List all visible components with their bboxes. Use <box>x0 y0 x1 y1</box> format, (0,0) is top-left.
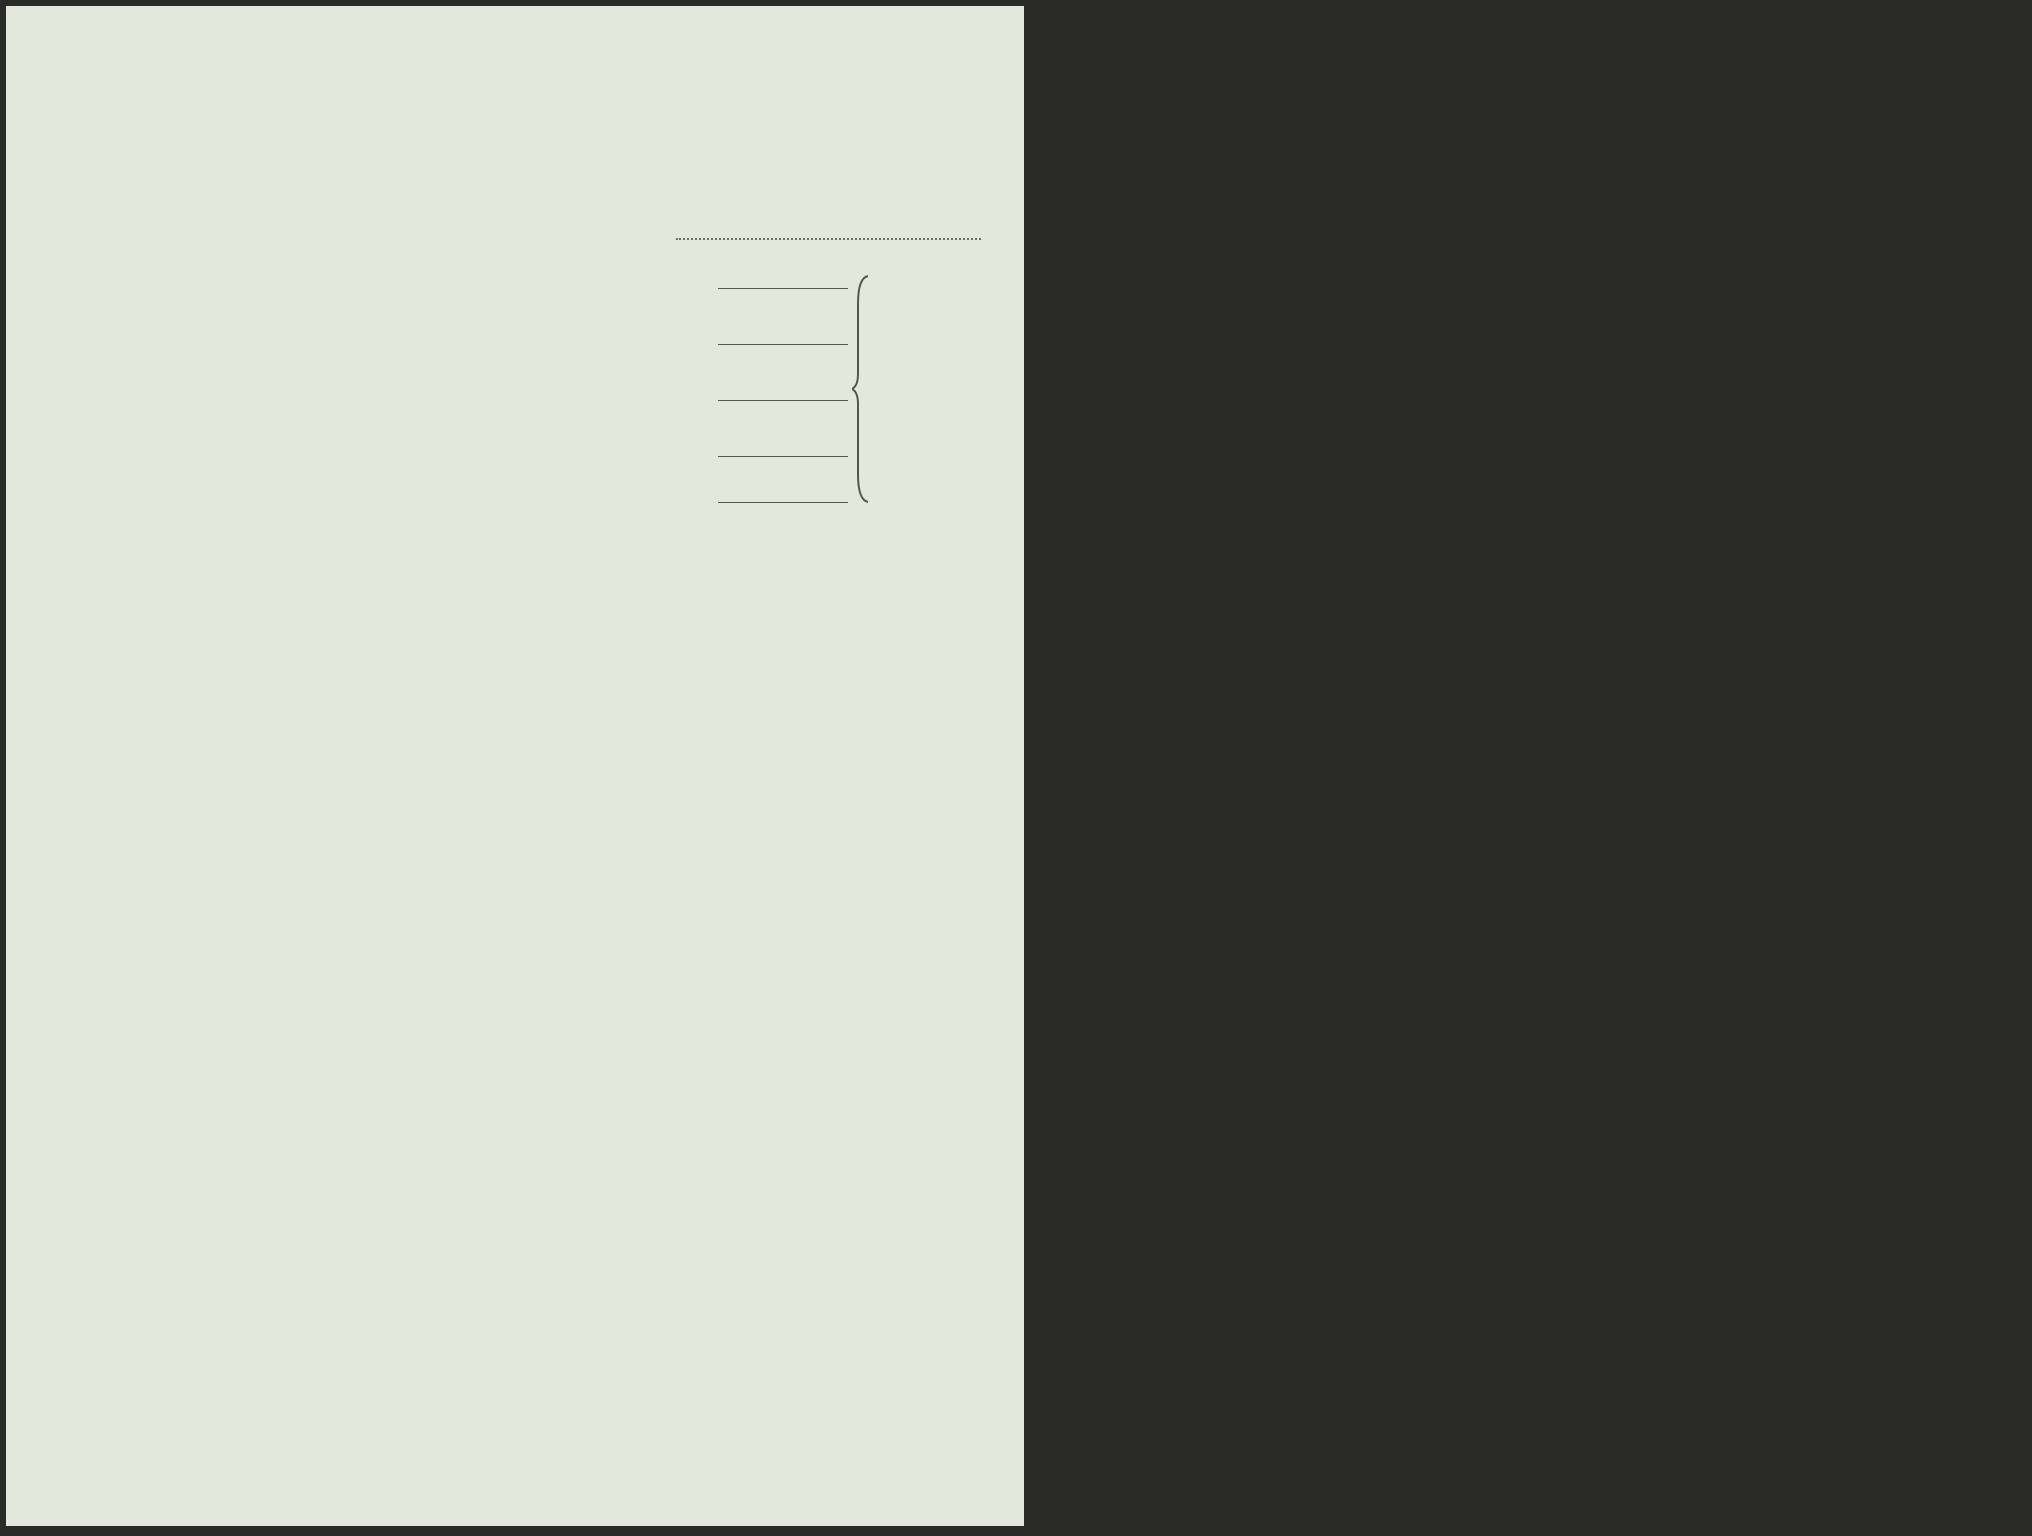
left-page <box>6 6 1024 1526</box>
brace-icon <box>852 274 876 504</box>
